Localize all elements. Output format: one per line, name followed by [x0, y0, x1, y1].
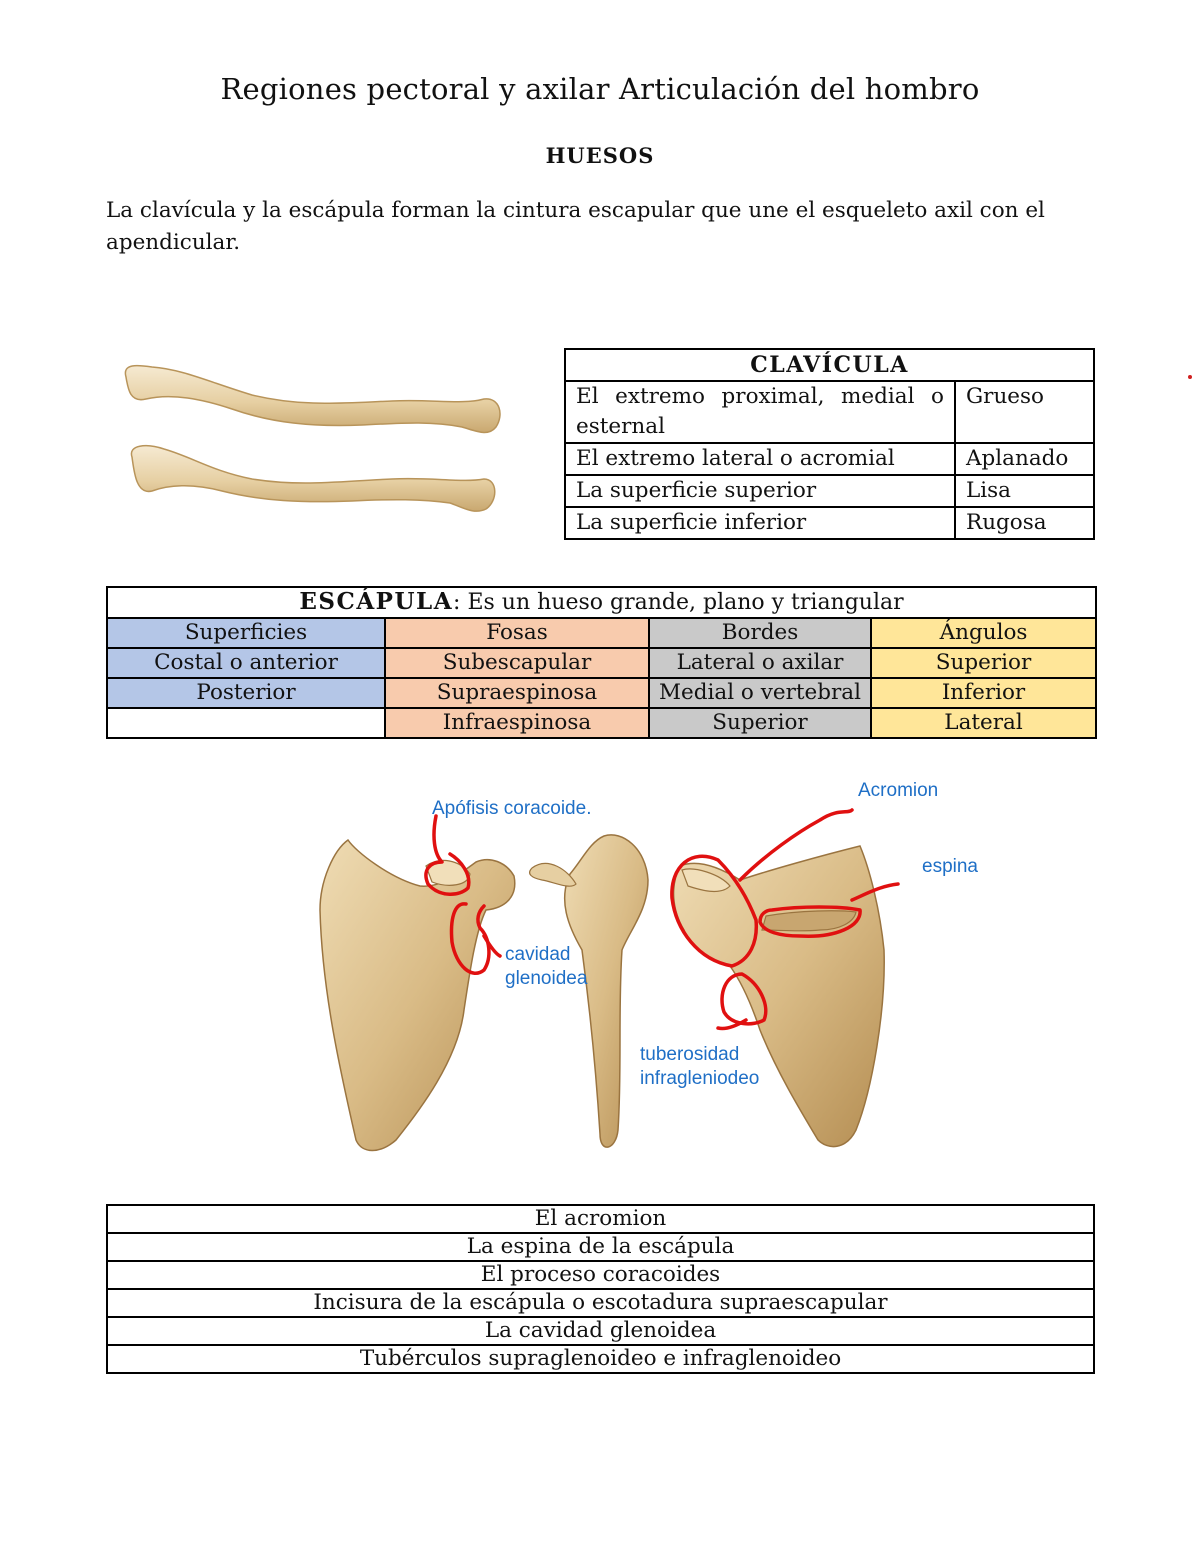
table-row [107, 1205, 1094, 1233]
table-cell: Infraespinosa [385, 708, 649, 738]
escapula-header-text: : Es un hueso grande, plano y triangular [453, 590, 904, 615]
feature-cell: La superficie superior [565, 475, 955, 507]
table-row [107, 1261, 1094, 1289]
table-cell: Superior [649, 708, 871, 738]
column-header-row [107, 618, 1096, 648]
table-cell: Tubérculos supraglenoideo e infraglenoideo [107, 1345, 1094, 1373]
annotation-cavidad-line1: cavidad [505, 944, 571, 965]
scapula-illustration [300, 770, 1020, 1170]
clavicle-illustration [112, 335, 522, 545]
red-dot-mark [1188, 375, 1192, 379]
value-cell: Rugosa [955, 507, 1094, 539]
table-row [107, 1345, 1094, 1373]
value-cell: Lisa [955, 475, 1094, 507]
feature-cell: El extremo proximal, medial o esternal [565, 381, 955, 443]
escapula-header-bold: ESCÁPULA [299, 588, 454, 615]
table-cell: Costal o anterior [107, 648, 385, 678]
table-row [565, 381, 1094, 443]
table-cell: El proceso coracoides [107, 1261, 1094, 1289]
scapula-parts-table [106, 1204, 1095, 1374]
table-row [107, 1233, 1094, 1261]
table-cell: Subescapular [385, 648, 649, 678]
clavicle-top-bone [125, 366, 500, 433]
table-cell [107, 708, 385, 738]
scapula-lateral-view [530, 835, 648, 1147]
annotation-apofisis-coracoide: Apófisis coracoide. [432, 798, 592, 819]
annotation-acromion: Acromion [858, 780, 939, 801]
table-row [107, 708, 1096, 738]
table-row [565, 475, 1094, 507]
clavicle-bottom-bone [131, 446, 494, 511]
table-cell: El acromion [107, 1205, 1094, 1233]
table-cell: Lateral [871, 708, 1096, 738]
table-row [107, 1317, 1094, 1345]
column-header: Ángulos [871, 618, 1096, 648]
scapula-anterior-view [320, 840, 515, 1151]
feature-cell: La superficie inferior [565, 507, 955, 539]
table-row [565, 443, 1094, 475]
table-cell: Medial o vertebral [649, 678, 871, 708]
table-cell: Inferior [871, 678, 1096, 708]
feature-cell: El extremo lateral o acromial [565, 443, 955, 475]
annotation-tuberosidad-line2: infragleniodeo [640, 1068, 760, 1089]
table-row [107, 1289, 1094, 1317]
table-row [107, 648, 1096, 678]
column-header: Fosas [385, 618, 649, 648]
table-cell: Superior [871, 648, 1096, 678]
annotation-espina: espina [922, 856, 978, 877]
table-cell: Supraespinosa [385, 678, 649, 708]
value-cell: Aplanado [955, 443, 1094, 475]
column-header: Bordes [649, 618, 871, 648]
page-title: Regiones pectoral y axilar Articulación del hombro [220, 72, 980, 106]
table-cell: Posterior [107, 678, 385, 708]
table-cell: La cavidad glenoidea [107, 1317, 1094, 1345]
annotation-cavidad-line2: glenoidea [505, 968, 588, 989]
annotation-tuberosidad-line1: tuberosidad [640, 1044, 740, 1065]
table-cell: Incisura de la escápula o escotadura supraescapular [107, 1289, 1094, 1317]
clavicula-table [564, 348, 1095, 540]
table-row [107, 678, 1096, 708]
section-heading: HUESOS [545, 143, 655, 168]
scapula-posterior-view [674, 846, 885, 1147]
intro-paragraph: La clavícula y la escápula forman la cintura escapular que une el esqueleto axil con el apendicular. [106, 198, 1045, 255]
column-header: Superficies [107, 618, 385, 648]
table-cell: Lateral o axilar [649, 648, 871, 678]
escapula-table-header [107, 587, 1096, 618]
value-cell: Grueso [955, 381, 1094, 443]
table-row [565, 507, 1094, 539]
escapula-table [106, 586, 1097, 739]
clavicula-table-header: CLAVÍCULA [565, 349, 1094, 381]
table-cell: La espina de la escápula [107, 1233, 1094, 1261]
